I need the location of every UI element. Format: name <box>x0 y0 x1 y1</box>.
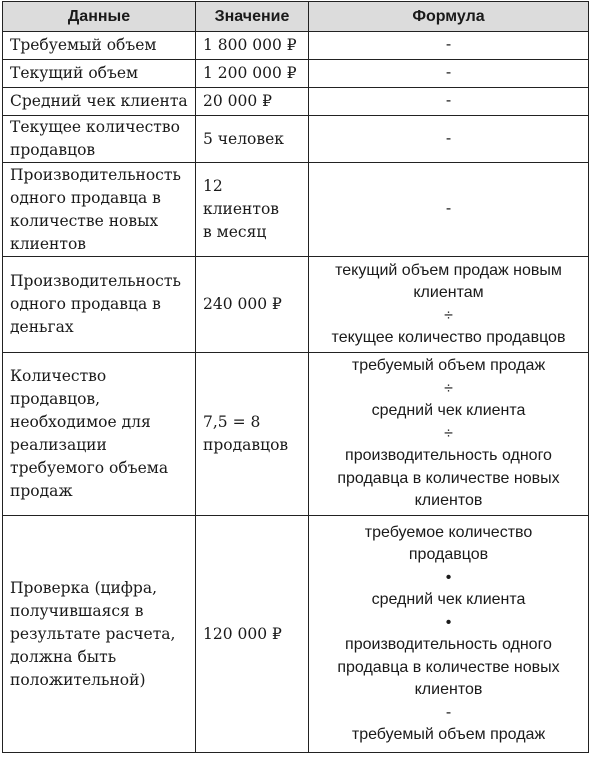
value-cell-line: 1 800 000 ₽ <box>203 36 297 54</box>
value-cell-line: 1 200 000 ₽ <box>203 64 297 82</box>
value-cell <box>196 163 309 257</box>
formula-cell-line: - <box>445 129 452 147</box>
data-cell-line: требуемого объема <box>10 459 169 477</box>
header-value: Значение <box>196 2 309 32</box>
formula-cell-line: - <box>445 200 452 218</box>
value-cell <box>196 88 309 116</box>
data-cell-line: реализации <box>10 436 107 454</box>
formula-cell-line: ÷ <box>444 306 453 324</box>
formula-cell <box>309 32 589 60</box>
formula-cell-line: - <box>445 92 452 110</box>
value-cell <box>196 353 309 516</box>
formula-cell-line: • <box>445 568 452 586</box>
value-cell <box>196 257 309 353</box>
formula-cell-line: средний чек клиента <box>371 591 526 608</box>
table-row <box>3 516 589 753</box>
data-cell-line: Производительность <box>10 165 181 184</box>
data-cell-line: Текущее количество <box>10 118 180 136</box>
data-cell-line: клиентов <box>10 234 87 253</box>
table-row <box>3 88 589 116</box>
data-cell-line: одного продавца в <box>10 295 161 313</box>
value-cell-line: 5 человек <box>203 129 284 148</box>
value-cell-line: 120 000 ₽ <box>203 624 282 643</box>
formula-cell-line: текущее количество продавцов <box>331 329 566 346</box>
table-row <box>3 116 589 163</box>
table-row <box>3 32 589 60</box>
formula-cell-line: ÷ <box>444 424 453 442</box>
formula-cell-line: ÷ <box>444 379 453 397</box>
formula-cell-line: клиентам <box>413 284 484 301</box>
formula-cell-line: текущий объем продаж новым <box>335 261 562 279</box>
table-row <box>3 257 589 353</box>
data-cell <box>3 88 196 116</box>
data-cell-line: продавцов, <box>10 390 101 408</box>
formula-cell-line: требуемое количество <box>364 523 533 541</box>
data-cell <box>3 163 196 257</box>
value-cell <box>196 516 309 753</box>
formula-cell-line: - <box>445 64 452 82</box>
data-cell-line: одного продавца в <box>10 188 161 207</box>
data-cell <box>3 516 196 753</box>
data-cell-line: положительной) <box>10 670 146 689</box>
data-cell-line: Требуемый объем <box>10 36 157 54</box>
formula-cell-line: производительность одного <box>345 447 552 465</box>
data-cell-line: Текущий объем <box>10 64 139 82</box>
data-cell-line: деньгах <box>10 318 74 336</box>
formula-cell-line: производительность одного <box>345 636 552 653</box>
formula-cell-line: средний чек клиента <box>371 402 526 420</box>
table-row <box>3 163 589 257</box>
formula-cell-line: - <box>445 703 452 721</box>
formula-cell-line: продавца в количестве новых <box>337 469 560 487</box>
data-cell <box>3 257 196 353</box>
formula-cell-line: клиентов <box>414 492 483 510</box>
header-row <box>3 2 589 32</box>
data-cell-line: должна быть <box>10 647 117 666</box>
formula-cell-line: клиентов <box>414 681 483 698</box>
formula-cell <box>309 353 589 516</box>
value-cell-line: 12 клиентов <box>203 177 280 218</box>
formula-cell <box>309 516 589 753</box>
value-cell <box>196 60 309 88</box>
data-cell-line: Производительность <box>10 272 181 290</box>
value-cell-line: 7,5 = 8 <box>203 413 261 431</box>
data-cell-line: Количество <box>10 367 107 385</box>
value-cell-line: в месяц <box>203 223 267 241</box>
data-cell-line: результате расчета, <box>10 624 176 643</box>
value-cell-line: 240 000 ₽ <box>203 295 282 313</box>
data-cell-line: необходимое для <box>10 413 151 431</box>
data-cell-line: продавцов <box>10 141 96 159</box>
value-cell <box>196 32 309 60</box>
data-cell <box>3 353 196 516</box>
header-data: Данные <box>3 2 196 32</box>
table-row <box>3 353 589 516</box>
formula-cell-line: - <box>445 36 452 54</box>
formula-cell-line: продавца в количестве новых <box>337 658 560 676</box>
data-cell <box>3 116 196 163</box>
data-cell <box>3 32 196 60</box>
data-cell-line: количестве новых <box>10 211 159 230</box>
formula-cell-line: • <box>445 613 452 631</box>
value-cell-line: 20 000 ₽ <box>203 92 273 110</box>
formula-cell <box>309 60 589 88</box>
formula-cell-line: требуемый объем продаж <box>351 726 546 743</box>
formula-cell <box>309 257 589 353</box>
calculation-table <box>2 1 589 753</box>
data-cell-line: Средний чек клиента <box>10 92 188 110</box>
formula-cell <box>309 116 589 163</box>
header-formula: Формула <box>309 2 589 32</box>
data-cell-line: получившаяся в <box>10 601 144 620</box>
value-cell <box>196 116 309 163</box>
formula-cell-line: продавцов <box>408 546 489 563</box>
table-row <box>3 60 589 88</box>
data-cell <box>3 60 196 88</box>
formula-cell-line: требуемый объем продаж <box>351 357 546 375</box>
value-cell-line: продавцов <box>203 436 289 454</box>
formula-cell <box>309 88 589 116</box>
data-cell-line: продаж <box>10 482 73 500</box>
data-cell-line: Проверка (цифра, <box>10 578 158 597</box>
formula-cell <box>309 163 589 257</box>
